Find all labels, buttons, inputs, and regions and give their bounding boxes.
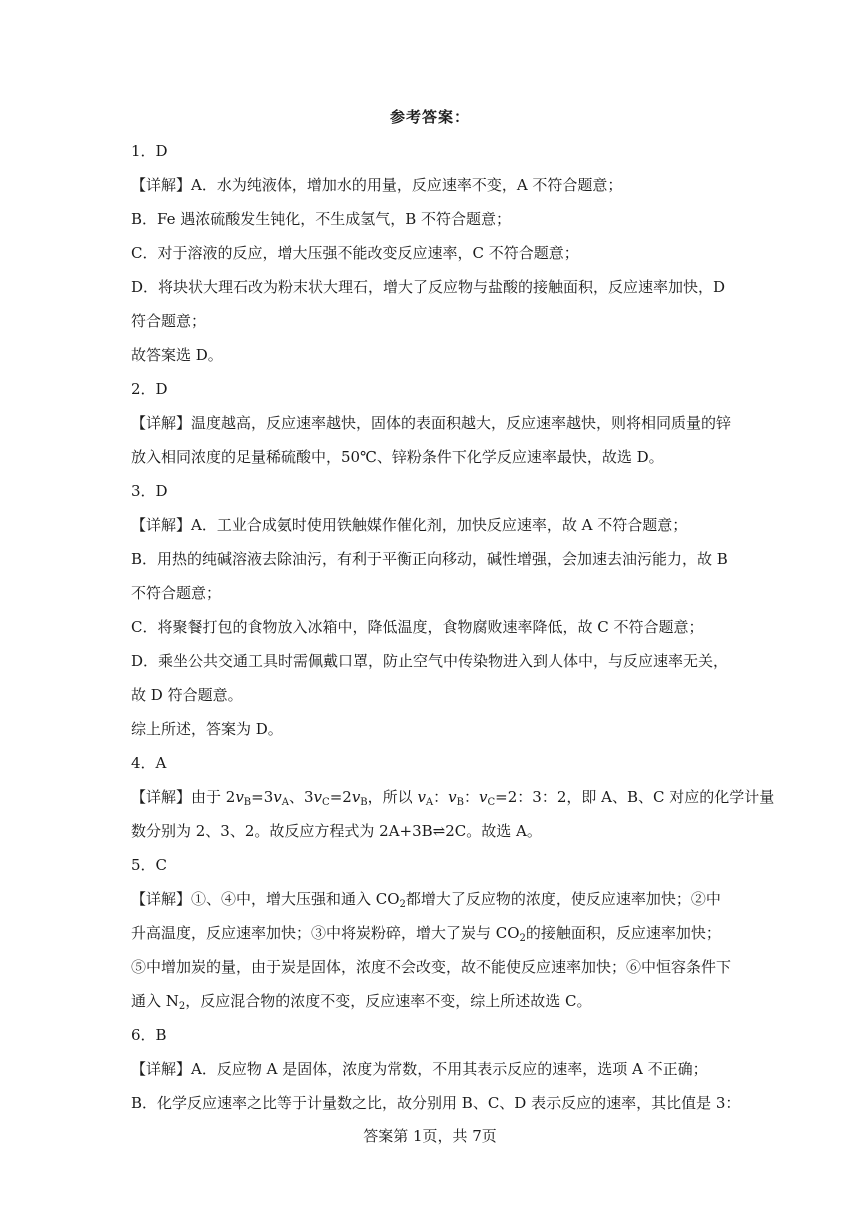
text-run: 【详解】由于 2 xyxy=(131,788,236,806)
page-title: 参考答案： xyxy=(389,108,470,126)
rate-symbol: v xyxy=(273,788,282,806)
subscript: C xyxy=(487,797,496,808)
answer-3-line: 不符合题意； xyxy=(131,584,222,602)
rate-symbol: v xyxy=(235,788,244,806)
rate-symbol: v xyxy=(313,788,323,806)
answer-3-number: 3．D xyxy=(131,482,168,500)
answer-5-line-3: ⑤中增加炭的量，由于炭是固体，浓度不会改变，故不能使反应速率加快；⑥中恒容条件下 xyxy=(131,958,732,976)
answer-4-line-1 xyxy=(131,780,775,814)
answer-1-line: 故答案选 D。 xyxy=(131,346,223,364)
text-run: =2：3：2，即 A、B、C 对应的化学计量 xyxy=(495,788,775,806)
text-run: 升高温度，反应速率加快；③中将炭粉碎，增大了炭与 CO xyxy=(131,924,520,942)
answer-1-line: D．将块状大理石改为粉末状大理石，增大了反应物与盐酸的接触面积，反应速率加快，D xyxy=(131,278,726,296)
answer-3-line: 【详解】A．工业合成氨时使用铁触媒作催化剂，加快反应速率，故 A 不符合题意； xyxy=(131,516,688,534)
answer-5-number: 5．C xyxy=(131,856,168,874)
answer-content xyxy=(131,134,775,1120)
answer-2-number: 2．D xyxy=(131,380,168,398)
subscript: B xyxy=(456,797,465,808)
text-run: 通入 N xyxy=(131,992,179,1010)
answer-2-line: 放入相同浓度的足量稀硫酸中，50℃、锌粉条件下化学反应速率最快，故选 D。 xyxy=(131,448,664,466)
text-run: =3 xyxy=(251,788,274,806)
text-run: ： xyxy=(464,788,480,806)
text-run: 、3 xyxy=(289,788,314,806)
answer-4-number: 4．A xyxy=(131,754,167,772)
answer-3-line: D．乘坐公共交通工具时需佩戴口罩，防止空气中传染物进入到人体中，与反应速率无关， xyxy=(131,652,729,670)
answer-4-line-2: 数分别为 2、3、2。故反应方程式为 2A+3B⇌2C。故选 A。 xyxy=(131,822,542,840)
answer-3-line: B．用热的纯碱溶液去除油污，有利于平衡正向移动，碱性增强，会加速去油污能力，故 B xyxy=(131,550,728,568)
text-run: 【详解】①、④中，增大压强和通入 CO xyxy=(131,890,400,908)
text-run: 的接触面积，反应速率加快； xyxy=(525,924,721,942)
answer-5-line-4 xyxy=(131,984,731,1018)
answer-3-line: 故 D 符合题意。 xyxy=(131,686,243,704)
answer-3-line: 综上所述，答案为 D。 xyxy=(131,720,283,738)
rate-symbol: v xyxy=(351,788,361,806)
subscript: B xyxy=(360,797,368,808)
rate-symbol: v xyxy=(479,788,488,806)
answer-1-line: 符合题意； xyxy=(131,312,207,330)
text-run: 都增大了反应物的浓度，使反应速率加快；②中 xyxy=(405,890,721,908)
subscript: C xyxy=(322,797,330,808)
rate-symbol: v xyxy=(448,788,457,806)
subscript: B xyxy=(243,797,252,808)
subscript: 2 xyxy=(519,933,526,944)
subscript: 2 xyxy=(399,899,406,910)
subscript: A xyxy=(425,797,434,808)
text-run: ，反应混合物的浓度不变，反应速率不变，综上所述故选 C。 xyxy=(185,992,592,1010)
answer-6-line: B．化学反应速率之比等于计量数之比，故分别用 B、C、D 表示反应的速率，其比值是 3： xyxy=(131,1094,741,1112)
text-run: =2 xyxy=(329,788,352,806)
subscript: A xyxy=(281,797,289,808)
page-footer: 答案第 1页，共 7页 xyxy=(363,1127,497,1145)
answer-1-line: C．对于溶液的反应，增大压强不能改变反应速率，C 不符合题意； xyxy=(131,244,579,262)
text-run: ： xyxy=(433,788,449,806)
answer-6-line: 【详解】A．反应物 A 是固体，浓度为常数，不用其表示反应的速率，选项 A 不正确； xyxy=(131,1060,708,1078)
answer-1-number: 1．D xyxy=(131,142,168,160)
rate-symbol: v xyxy=(417,788,426,806)
answer-5-line-1 xyxy=(131,882,731,916)
answer-3-line: C．将聚餐打包的食物放入冰箱中，降低温度，食物腐败速率降低，故 C 不符合题意； xyxy=(131,618,704,636)
answer-6-number: 6．B xyxy=(131,1026,167,1044)
answer-1-line: 【详解】A．水为纯液体，增加水的用量，反应速率不变，A 不符合题意； xyxy=(131,176,623,194)
answer-1-line: B．Fe 遇浓硫酸发生钝化，不生成氢气，B 不符合题意； xyxy=(131,210,512,228)
answer-2-line: 【详解】温度越高，反应速率越快，固体的表面积越大，反应速率越快，则将相同质量的锌 xyxy=(131,414,732,432)
answer-5-line-2 xyxy=(131,916,731,950)
text-run: ，所以 xyxy=(367,788,418,806)
subscript: 2 xyxy=(178,1001,186,1012)
